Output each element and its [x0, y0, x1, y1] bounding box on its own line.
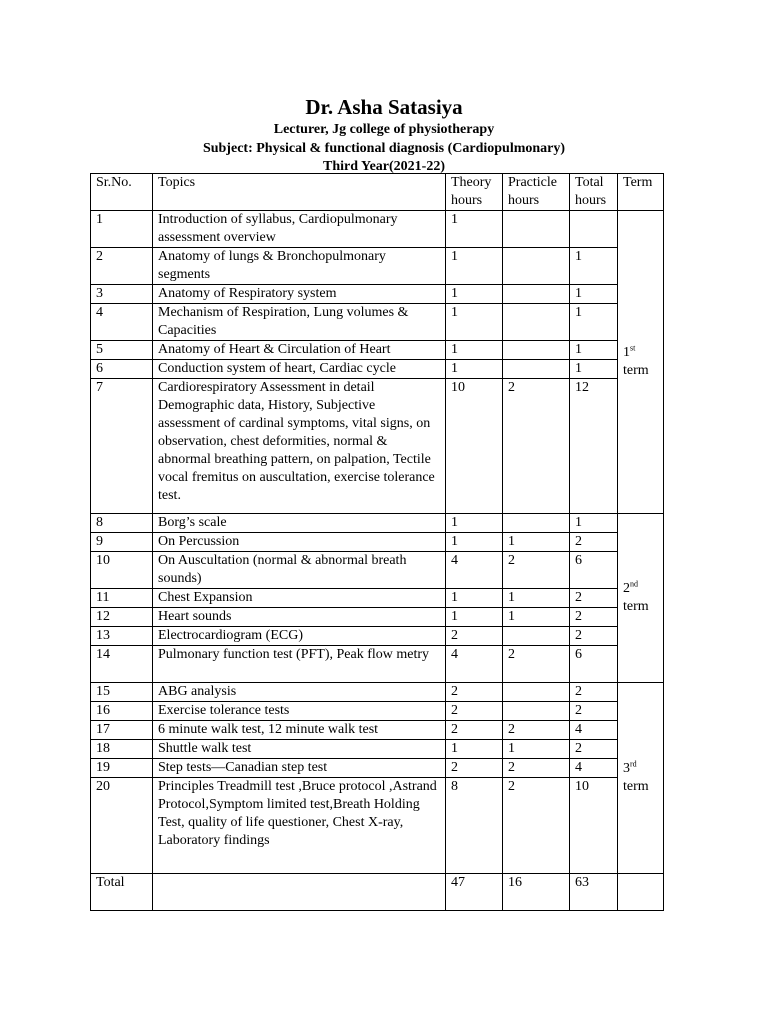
total-hours: 63 — [570, 874, 618, 911]
cell-total: 2 — [570, 589, 618, 608]
author-name: Dr. Asha Satasiya — [305, 95, 463, 119]
cell-total: 2 — [570, 533, 618, 552]
cell-srno: 20 — [91, 778, 153, 874]
cell-total: 12 — [570, 379, 618, 514]
cell-theory: 2 — [446, 721, 503, 740]
cell-practical: 1 — [503, 608, 570, 627]
cell-topic: Anatomy of Heart & Circulation of Heart — [153, 341, 446, 360]
cell-srno: 10 — [91, 552, 153, 589]
cell-topic: ABG analysis — [153, 683, 446, 702]
table-row — [91, 759, 664, 778]
cell-topic: Introduction of syllabus, Cardiopulmonary assessment overview — [153, 211, 446, 248]
cell-practical — [503, 248, 570, 285]
cell-topic: Cardiorespiratory Assessment in detail Demographic data, History, Subjective assessment of cardinal symptoms, vital signs, on observation, chest deformities, normal & abnormal breathing pattern, on palpation, Tectile vocal fremitus on auscultation, exercise tolerance test. — [153, 379, 446, 514]
total-theory: 47 — [446, 874, 503, 911]
cell-total: 1 — [570, 304, 618, 341]
header-theory: Theory hours — [446, 174, 503, 211]
table-row — [91, 341, 664, 360]
cell-srno: 4 — [91, 304, 153, 341]
cell-srno: 1 — [91, 211, 153, 248]
table-row — [91, 627, 664, 646]
cell-total: 1 — [570, 514, 618, 533]
table-row — [91, 740, 664, 759]
cell-practical: 1 — [503, 533, 570, 552]
document-header — [0, 93, 768, 177]
header-topics: Topics — [153, 174, 446, 211]
cell-topic: Pulmonary function test (PFT), Peak flow metry — [153, 646, 446, 683]
cell-topic: Exercise tolerance tests — [153, 702, 446, 721]
cell-total: 2 — [570, 627, 618, 646]
author-designation: Lecturer, Jg college of physiotherapy — [273, 122, 495, 137]
header-practical: Practicle hours — [503, 174, 570, 211]
table-row — [91, 379, 664, 514]
syllabus-table — [90, 173, 664, 911]
cell-srno: 2 — [91, 248, 153, 285]
cell-theory: 1 — [446, 304, 503, 341]
cell-practical: 2 — [503, 646, 570, 683]
cell-topic: 6 minute walk test, 12 minute walk test — [153, 721, 446, 740]
cell-theory: 1 — [446, 360, 503, 379]
cell-topic: Anatomy of Respiratory system — [153, 285, 446, 304]
cell-practical — [503, 304, 570, 341]
table-row — [91, 721, 664, 740]
cell-total: 6 — [570, 646, 618, 683]
cell-practical: 2 — [503, 721, 570, 740]
term-cell-3: 3rd term — [618, 683, 664, 874]
cell-total: 1 — [570, 248, 618, 285]
header-srno: Sr.No. — [91, 174, 153, 211]
cell-srno: 14 — [91, 646, 153, 683]
cell-topic: On Auscultation (normal & abnormal breath sounds) — [153, 552, 446, 589]
cell-practical — [503, 285, 570, 304]
cell-srno: 9 — [91, 533, 153, 552]
table-row — [91, 514, 664, 533]
table-row — [91, 211, 664, 248]
total-practical: 16 — [503, 874, 570, 911]
cell-practical: 1 — [503, 589, 570, 608]
cell-theory: 1 — [446, 248, 503, 285]
cell-srno: 15 — [91, 683, 153, 702]
cell-practical — [503, 341, 570, 360]
cell-topic: On Percussion — [153, 533, 446, 552]
cell-srno: 3 — [91, 285, 153, 304]
table-row — [91, 360, 664, 379]
cell-total — [570, 211, 618, 248]
cell-practical: 2 — [503, 379, 570, 514]
table-row — [91, 533, 664, 552]
cell-topic: Step tests—Canadian step test — [153, 759, 446, 778]
cell-total: 2 — [570, 740, 618, 759]
total-row — [91, 874, 664, 911]
cell-practical — [503, 702, 570, 721]
cell-total: 10 — [570, 778, 618, 874]
cell-topic: Electrocardiogram (ECG) — [153, 627, 446, 646]
cell-theory: 4 — [446, 552, 503, 589]
cell-practical: 2 — [503, 778, 570, 874]
cell-practical — [503, 211, 570, 248]
cell-theory: 1 — [446, 740, 503, 759]
cell-theory: 1 — [446, 608, 503, 627]
cell-practical — [503, 627, 570, 646]
cell-total: 2 — [570, 702, 618, 721]
table-row — [91, 683, 664, 702]
cell-topic: Principles Treadmill test ,Bruce protocol ,Astrand Protocol,Symptom limited test,Breath Holding Test, quality of life questioner, Chest X-ray, Laboratory findings — [153, 778, 446, 874]
cell-theory: 10 — [446, 379, 503, 514]
cell-srno: 18 — [91, 740, 153, 759]
total-term-empty — [618, 874, 664, 911]
cell-total: 1 — [570, 285, 618, 304]
cell-theory: 2 — [446, 702, 503, 721]
table-row — [91, 248, 664, 285]
cell-theory: 4 — [446, 646, 503, 683]
cell-total: 1 — [570, 341, 618, 360]
cell-topic: Mechanism of Respiration, Lung volumes & Capacities — [153, 304, 446, 341]
header-term: Term — [618, 174, 664, 211]
cell-srno: 6 — [91, 360, 153, 379]
cell-srno: 8 — [91, 514, 153, 533]
cell-total: 4 — [570, 721, 618, 740]
cell-theory: 8 — [446, 778, 503, 874]
cell-srno: 7 — [91, 379, 153, 514]
cell-theory: 2 — [446, 627, 503, 646]
total-topic-empty — [153, 874, 446, 911]
table-row — [91, 589, 664, 608]
cell-total: 2 — [570, 683, 618, 702]
cell-theory: 1 — [446, 211, 503, 248]
cell-topic: Shuttle walk test — [153, 740, 446, 759]
table-row — [91, 552, 664, 589]
cell-srno: 16 — [91, 702, 153, 721]
cell-srno: 11 — [91, 589, 153, 608]
cell-theory: 1 — [446, 341, 503, 360]
cell-theory: 1 — [446, 589, 503, 608]
cell-theory: 1 — [446, 285, 503, 304]
table-header-row — [91, 174, 664, 211]
table-row — [91, 285, 664, 304]
cell-theory: 1 — [446, 533, 503, 552]
table-row — [91, 608, 664, 627]
cell-practical: 2 — [503, 552, 570, 589]
cell-topic: Borg’s scale — [153, 514, 446, 533]
cell-srno: 19 — [91, 759, 153, 778]
cell-practical — [503, 514, 570, 533]
cell-srno: 5 — [91, 341, 153, 360]
cell-total: 6 — [570, 552, 618, 589]
cell-practical: 2 — [503, 759, 570, 778]
subject-line: Subject: Physical & functional diagnosis (Cardiopulmonary) — [202, 140, 566, 156]
header-total: Total hours — [570, 174, 618, 211]
cell-practical — [503, 683, 570, 702]
cell-topic: Heart sounds — [153, 608, 446, 627]
cell-practical: 1 — [503, 740, 570, 759]
cell-topic: Chest Expansion — [153, 589, 446, 608]
cell-total: 1 — [570, 360, 618, 379]
cell-total: 2 — [570, 608, 618, 627]
term-cell-2: 2nd term — [618, 514, 664, 683]
table-row — [91, 646, 664, 683]
cell-practical — [503, 360, 570, 379]
cell-srno: 17 — [91, 721, 153, 740]
cell-theory: 2 — [446, 683, 503, 702]
table-row — [91, 304, 664, 341]
cell-theory: 2 — [446, 759, 503, 778]
table-row — [91, 778, 664, 874]
academic-year: Third Year(2021-22) — [323, 159, 445, 174]
total-label: Total — [91, 874, 153, 911]
cell-srno: 12 — [91, 608, 153, 627]
table-row — [91, 702, 664, 721]
cell-topic: Conduction system of heart, Cardiac cycle — [153, 360, 446, 379]
cell-srno: 13 — [91, 627, 153, 646]
cell-topic: Anatomy of lungs & Bronchopulmonary segments — [153, 248, 446, 285]
term-cell-1: 1st term — [618, 211, 664, 514]
cell-theory: 1 — [446, 514, 503, 533]
cell-total: 4 — [570, 759, 618, 778]
